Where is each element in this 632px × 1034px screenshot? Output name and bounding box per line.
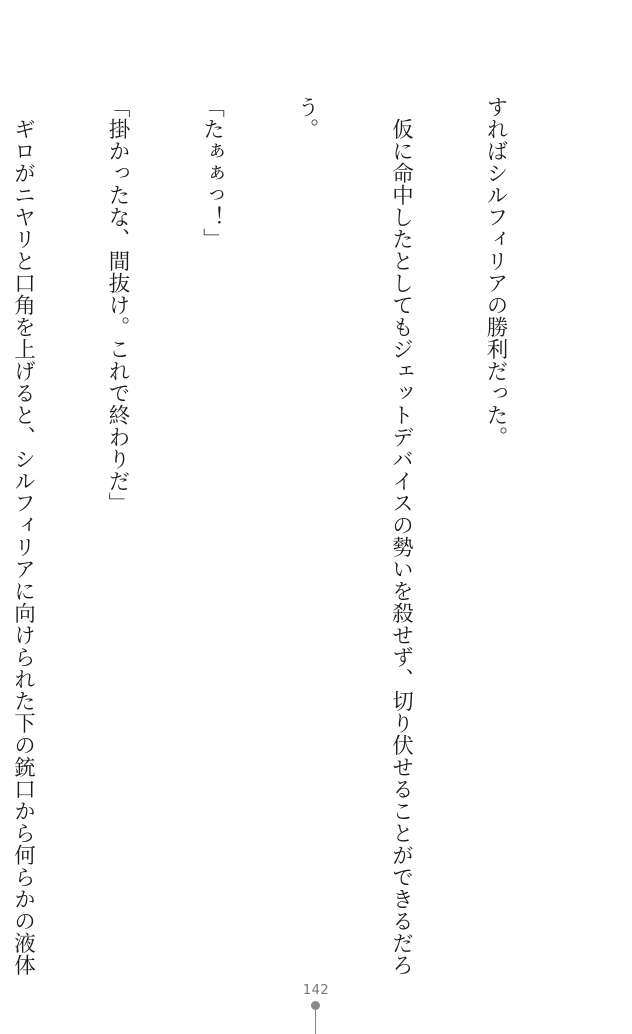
text-line: 仮に命中したとしてもジェットデバイスの勢いを殺せず、切り伏せることができるだろ (388, 96, 414, 976)
text-line: すればシルフィリアの勝利だった。 (483, 96, 508, 448)
page-number: 142 (302, 983, 330, 998)
page-marker-line (315, 1008, 316, 1034)
text-line: 「掛かったな、間抜け。これで終わりだ」 (105, 96, 130, 514)
text-line: ギロがニヤリと口角を上げると、シルフィリアに向けられた下の銃口から何らかの液体 (10, 96, 36, 976)
text-line: う。 (294, 96, 319, 140)
body-text (10, 96, 574, 976)
text-line: 「たぁぁっ！」 (199, 96, 225, 250)
